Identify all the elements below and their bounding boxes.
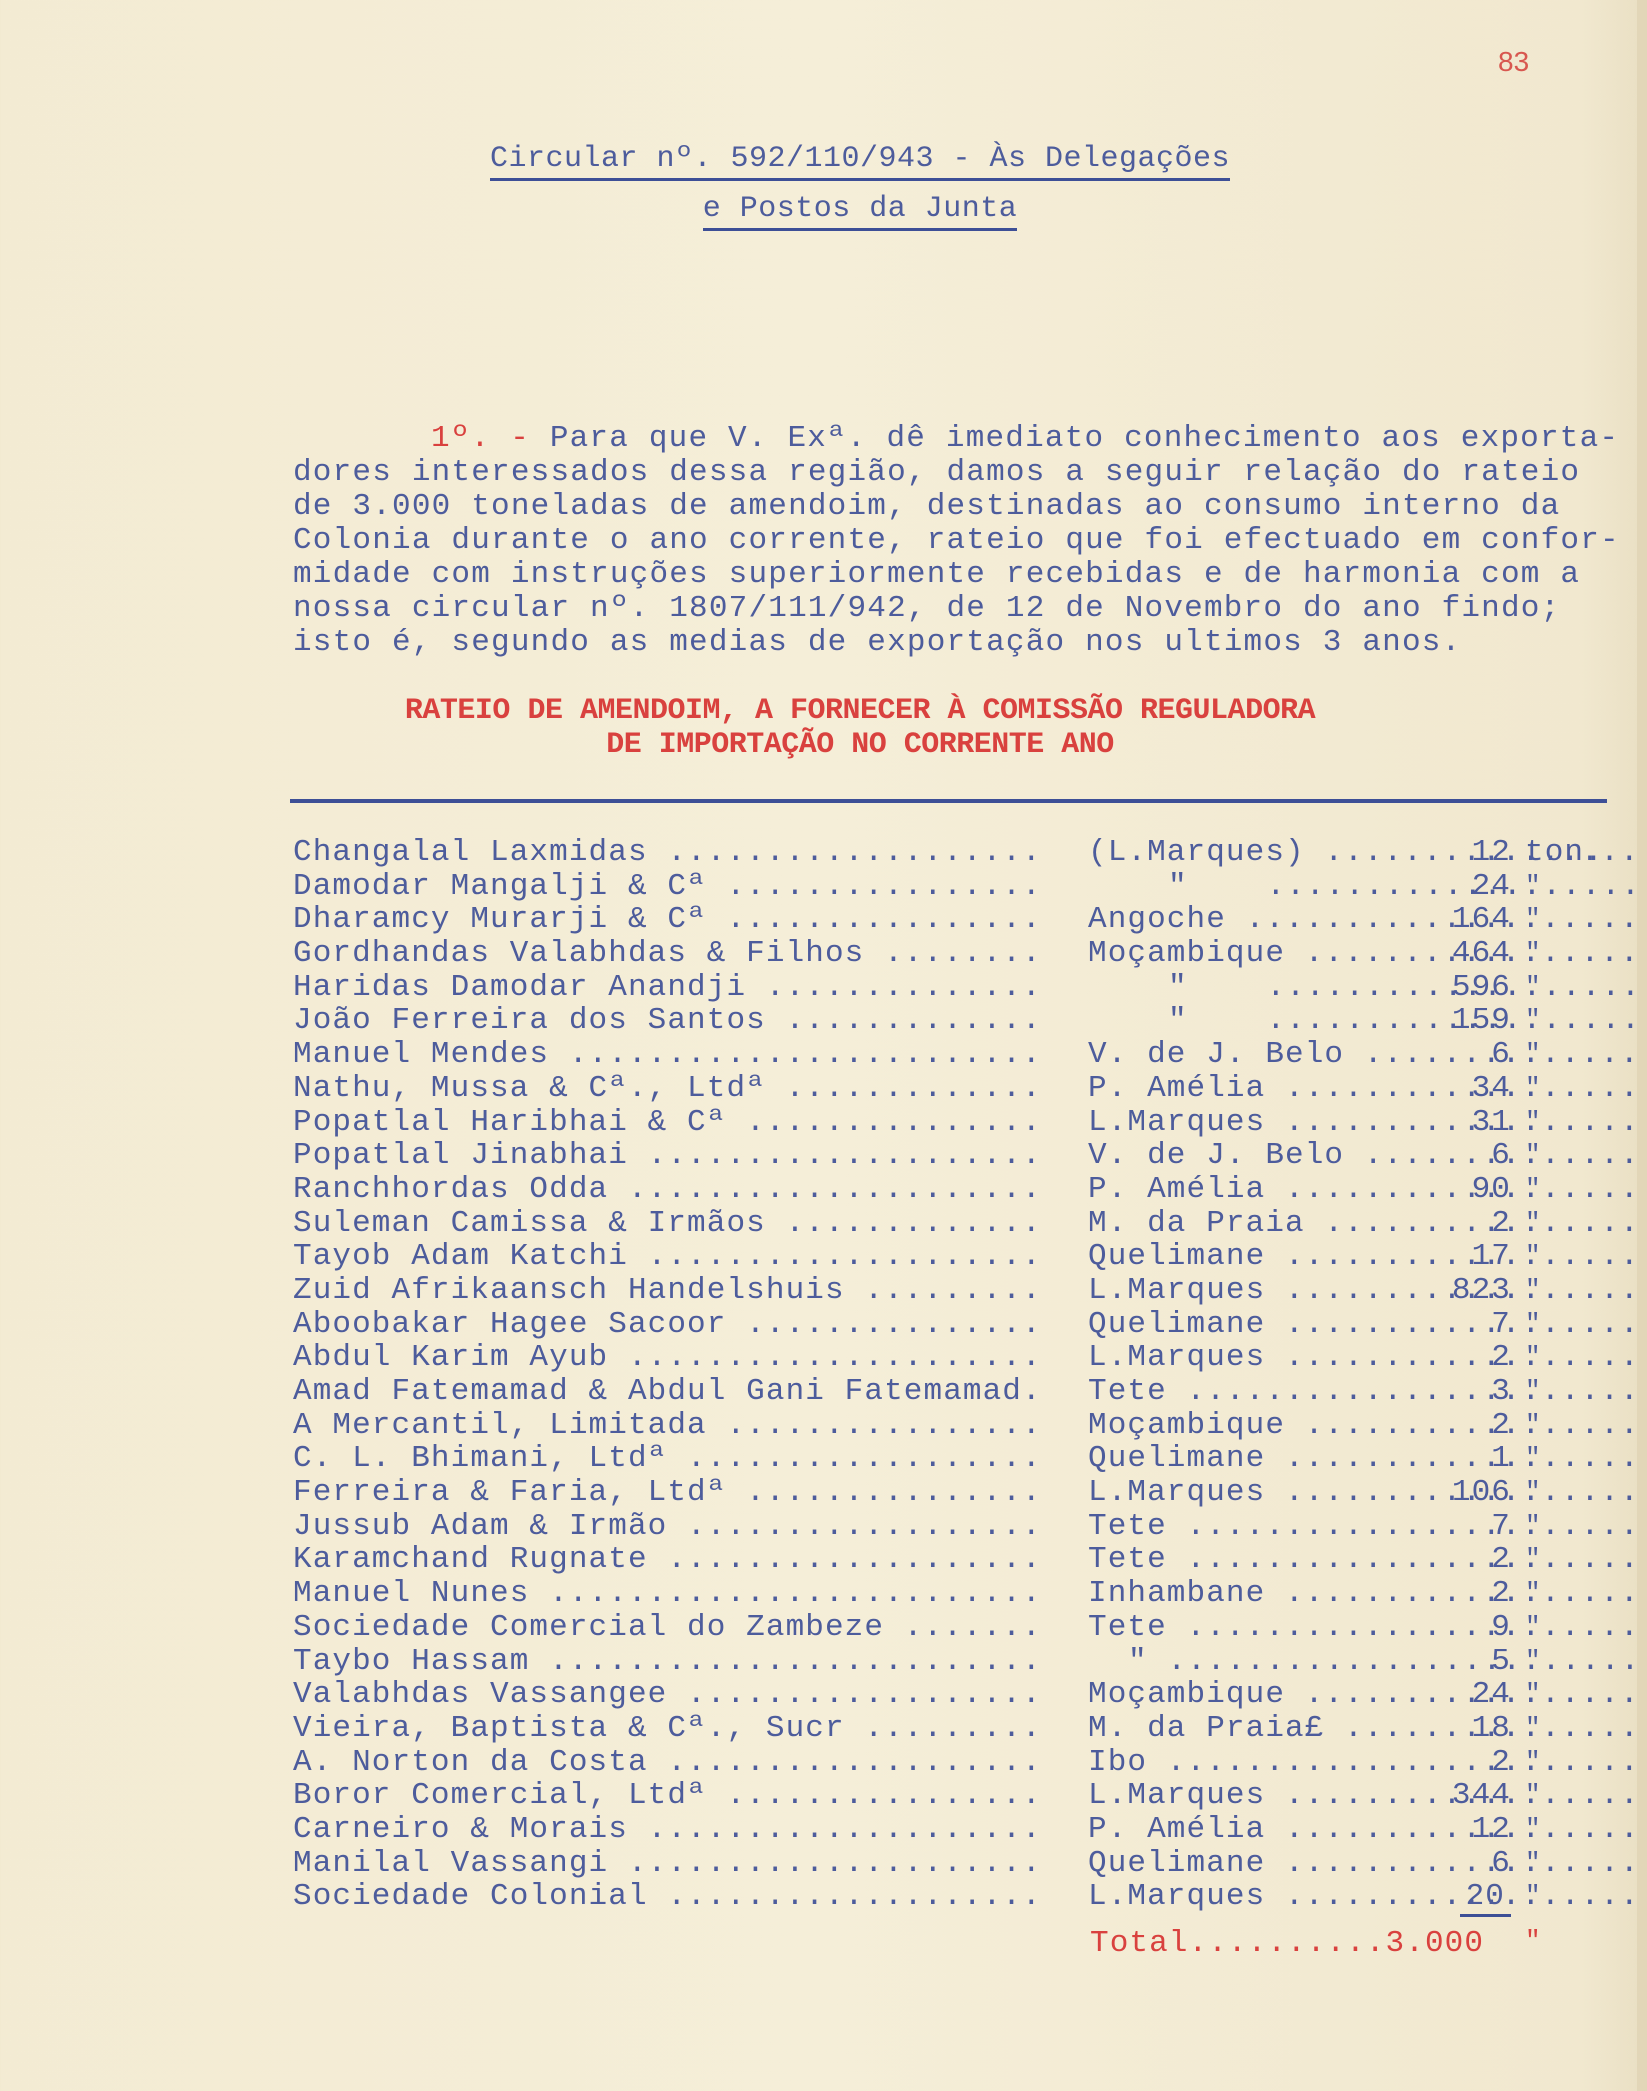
location: Quelimane ..... xyxy=(1088,1847,1647,1881)
table-row xyxy=(293,1274,1593,1308)
exporter-name: Valabhdas Vassangee ..... xyxy=(293,1678,1045,1712)
exporter-name: A. Norton da Costa ..... xyxy=(293,1746,1045,1780)
exporter-name: Nathu, Mussa & Cª., Ltdª ..... xyxy=(293,1072,1045,1106)
exporter-name: Manuel Nunes ..... xyxy=(293,1577,1045,1611)
total-value: 3.000 xyxy=(1385,1926,1485,1961)
table-row xyxy=(293,1746,1593,1780)
unit: " xyxy=(1525,1207,1542,1238)
table-row xyxy=(293,835,1604,870)
exporter-name: Sociedade Colonial ..... xyxy=(293,1880,1045,1914)
exporter-name: Abdul Karim Ayub ..... xyxy=(293,1341,1045,1375)
location: Ibo ..... xyxy=(1088,1746,1647,1780)
quantity: 2 xyxy=(1491,1340,1511,1376)
exporter-name: C. L. Bhimani, Ltdª ..... xyxy=(293,1442,1045,1476)
table-row xyxy=(293,1308,1593,1342)
quantity: 596 xyxy=(1451,969,1511,1005)
unit: " xyxy=(1525,1274,1542,1305)
unit: " xyxy=(1525,1342,1542,1373)
unit: " xyxy=(1525,1005,1542,1036)
exporter-name: Vieira, Baptista & Cª., Sucr ..... xyxy=(293,1712,1045,1746)
table-row xyxy=(293,870,1593,904)
table-row xyxy=(293,1645,1593,1679)
table-heading-line1: RATEIO DE AMENDOIM, A FORNECER À COMISSÃO REGULADORA xyxy=(404,694,1316,728)
quantity: 20 xyxy=(1393,1880,1511,1914)
table-row xyxy=(293,1678,1593,1712)
unit: " xyxy=(1525,1746,1542,1777)
quantity: 164 xyxy=(1451,902,1511,938)
exporter-name: Karamchand Rugnate ..... xyxy=(293,1543,1045,1577)
location: Tete ..... xyxy=(1088,1611,1647,1645)
exporter-name: Amad Fatemamad & Abdul Gani Fatemamad. ..... xyxy=(293,1375,1045,1409)
total-unit-ditto: " xyxy=(1525,1926,1541,1956)
unit: " xyxy=(1525,1881,1542,1912)
table-row xyxy=(293,1004,1593,1038)
unit: " xyxy=(1525,1072,1542,1103)
table-row xyxy=(293,1341,1593,1375)
table-row xyxy=(293,1543,1593,1577)
total-label: Total.......... xyxy=(1090,1926,1386,1961)
quantity: 106 xyxy=(1451,1475,1511,1511)
quantity: 6 xyxy=(1491,1845,1511,1881)
quantity: 2 xyxy=(1491,1542,1511,1578)
quantity: 9 xyxy=(1491,1609,1511,1645)
exporter-name: Dharamcy Murarji & Cª ..... xyxy=(293,903,1045,937)
quantity: 17 xyxy=(1471,1239,1511,1275)
table-row xyxy=(293,1813,1593,1847)
table-row xyxy=(293,1207,1593,1241)
exporter-name: Changalal Laxmidas ..... xyxy=(293,836,1045,870)
location: L.Marques ..... xyxy=(1088,1476,1647,1510)
unit: " xyxy=(1525,1477,1542,1508)
table-row xyxy=(293,1476,1593,1510)
unit: " xyxy=(1525,1140,1542,1171)
unit: " xyxy=(1525,904,1542,935)
exporter-name: Manilal Vassangi ..... xyxy=(293,1847,1045,1881)
unit: " xyxy=(1525,938,1542,969)
quantity: 5 xyxy=(1491,1643,1511,1679)
quantity: 12 xyxy=(1471,835,1511,870)
location: " ..... xyxy=(1088,1004,1647,1038)
exporter-name: Zuid Afrikaansch Handelshuis ..... xyxy=(293,1274,1045,1308)
exporter-name: Boror Comercial, Ltdª ..... xyxy=(293,1779,1045,1813)
location: Quelimane ..... xyxy=(1088,1308,1647,1342)
exporter-name: Gordhandas Valabhdas & Filhos ..... xyxy=(293,937,1045,971)
location: Quelimane ..... xyxy=(1088,1442,1647,1476)
table-row xyxy=(293,1779,1593,1813)
unit: " xyxy=(1525,1308,1542,1339)
location: M. da Praia£ ..... xyxy=(1088,1712,1647,1746)
exporter-name: Damodar Mangalji & Cª ..... xyxy=(293,870,1045,904)
divider-rule xyxy=(290,799,1607,803)
quantity: 7 xyxy=(1491,1306,1511,1342)
unit: " xyxy=(1525,1106,1542,1137)
location: Tete ..... xyxy=(1088,1510,1647,1544)
quantity: 823 xyxy=(1451,1272,1511,1308)
quantity: 3 xyxy=(1491,1374,1511,1409)
location: L.Marques ..... xyxy=(1088,1106,1647,1140)
exporter-name: A Mercantil, Limitada ..... xyxy=(293,1409,1045,1443)
quantity: 2 xyxy=(1491,1407,1511,1443)
quantity: 24 xyxy=(1471,1677,1511,1713)
unit: " xyxy=(1525,1578,1542,1609)
quantity: 31 xyxy=(1471,1104,1511,1140)
unit: " xyxy=(1525,1241,1542,1272)
quantity: 159 xyxy=(1451,1003,1511,1039)
quantity: 1 xyxy=(1491,1441,1511,1477)
table-row xyxy=(293,971,1593,1005)
location: V. de J. Belo ..... xyxy=(1088,1038,1647,1072)
allocation-table xyxy=(293,835,1604,1915)
unit: " xyxy=(1525,971,1542,1002)
table-row xyxy=(293,1510,1593,1544)
unit: " xyxy=(1525,1712,1542,1743)
table-row xyxy=(293,1173,1593,1207)
location: M. da Praia ..... xyxy=(1088,1207,1647,1241)
quantity: 24 xyxy=(1471,868,1511,904)
quantity: 7 xyxy=(1491,1508,1511,1544)
quantity: 2 xyxy=(1491,1205,1511,1241)
quantity: 464 xyxy=(1451,936,1511,972)
location: " ..... xyxy=(1088,971,1647,1005)
table-row xyxy=(293,1611,1593,1645)
table-row xyxy=(293,1072,1593,1106)
location: Quelimane ..... xyxy=(1088,1240,1647,1274)
unit: " xyxy=(1525,1510,1542,1541)
location: L.Marques ..... xyxy=(1088,1880,1647,1914)
unit: " xyxy=(1525,1039,1542,1070)
circular-title-line2: e Postos da Junta xyxy=(0,192,1647,226)
location: P. Amélia ..... xyxy=(1088,1072,1647,1106)
table-row xyxy=(293,1409,1593,1443)
quantity: 344 xyxy=(1451,1778,1511,1814)
quantity: 34 xyxy=(1471,1070,1511,1106)
table-row xyxy=(293,937,1593,971)
location: Moçambique ..... xyxy=(1088,937,1647,971)
location: P. Amélia ..... xyxy=(1088,1173,1647,1207)
table-row xyxy=(293,1577,1593,1611)
unit: " xyxy=(1525,870,1542,901)
unit: " xyxy=(1525,1813,1542,1844)
location: " ..... xyxy=(1088,1645,1647,1679)
unit: " xyxy=(1525,1847,1542,1878)
unit: " xyxy=(1525,1611,1542,1642)
table-row xyxy=(293,1712,1593,1746)
location: Moçambique ..... xyxy=(1088,1678,1647,1712)
location: L.Marques ..... xyxy=(1088,1779,1647,1813)
location: Tete ..... xyxy=(1088,1375,1647,1409)
exporter-name: Taybo Hassam ..... xyxy=(293,1645,1045,1679)
exporter-name: Haridas Damodar Anandji ..... xyxy=(293,971,1045,1005)
paragraph-number: 1º. - xyxy=(431,421,531,456)
table-row xyxy=(293,1139,1593,1173)
unit: " xyxy=(1525,1645,1542,1676)
intro-paragraph: 1º. - Para que V. Exª. dê imediato conhecimento aos exporta- dores interessados dessa região, damos a seguir relação do rateio de 3.000 toneladas de amendoim, destinadas ao consumo interno da Colonia durante o ano corrente, rateio que foi efectuado em confor- midade com instruções superiormente recebidas e de harmonia com a nossa circular nº. 1807/111/942, de 12 de Novembro do ano findo; isto é, segundo as medias de exportação nos ultimos 3 anos. xyxy=(293,421,1620,660)
exporter-name: Popatlal Jinabhai ..... xyxy=(293,1139,1045,1173)
exporter-name: Ferreira & Faria, Ltdª ..... xyxy=(293,1476,1045,1510)
table-row xyxy=(293,903,1593,937)
table-row xyxy=(293,1106,1593,1140)
quantity: 2 xyxy=(1491,1576,1511,1612)
exporter-name: Manuel Mendes ..... xyxy=(293,1038,1045,1072)
table-row xyxy=(293,1240,1593,1274)
table-row xyxy=(293,1847,1593,1881)
location: Tete ..... xyxy=(1088,1543,1647,1577)
location: Angoche ..... xyxy=(1088,903,1647,937)
quantity: 6 xyxy=(1491,1037,1511,1073)
unit: ton. xyxy=(1525,835,1604,870)
exporter-name: Ranchhordas Odda ..... xyxy=(293,1173,1045,1207)
unit: " xyxy=(1525,1679,1542,1710)
circular-title-line1: Circular nº. 592/110/943 - Às Delegações xyxy=(0,142,1647,176)
quantity: 2 xyxy=(1491,1744,1511,1780)
quantity: 90 xyxy=(1471,1171,1511,1207)
exporter-name: Jussub Adam & Irmão ..... xyxy=(293,1510,1045,1544)
location: " ..... xyxy=(1088,870,1647,904)
page-number: 83 xyxy=(1498,46,1530,77)
total-row xyxy=(1090,1926,1484,1961)
exporter-name: Suleman Camissa & Irmãos ..... xyxy=(293,1207,1045,1241)
unit: " xyxy=(1525,1780,1542,1811)
exporter-name: João Ferreira dos Santos ..... xyxy=(293,1004,1045,1038)
location: Moçambique ..... xyxy=(1088,1409,1647,1443)
exporter-name: Sociedade Comercial do Zambeze ..... xyxy=(293,1611,1045,1645)
quantity: 18 xyxy=(1471,1710,1511,1746)
location: (L.Marques) ..... xyxy=(1088,836,1647,870)
exporter-name: Carneiro & Morais ..... xyxy=(293,1813,1045,1847)
quantity: 6 xyxy=(1491,1138,1511,1174)
table-row xyxy=(293,1442,1593,1476)
exporter-name: Tayob Adam Katchi ..... xyxy=(293,1240,1045,1274)
quantity: 12 xyxy=(1471,1811,1511,1847)
unit: " xyxy=(1525,1173,1542,1204)
location: V. de J. Belo ..... xyxy=(1088,1139,1647,1173)
exporter-name: Popatlal Haribhai & Cª ..... xyxy=(293,1106,1045,1140)
unit: " xyxy=(1525,1376,1542,1406)
unit: " xyxy=(1525,1409,1542,1440)
table-heading-line2: DE IMPORTAÇÃO NO CORRENTE ANO xyxy=(606,728,1114,762)
location: Inhambane ..... xyxy=(1088,1577,1647,1611)
exporter-name: Aboobakar Hagee Sacoor ..... xyxy=(293,1308,1045,1342)
unit: " xyxy=(1525,1544,1542,1575)
location: L.Marques ..... xyxy=(1088,1341,1647,1375)
table-row xyxy=(293,1880,1593,1914)
unit: " xyxy=(1525,1443,1542,1474)
location: L.Marques ..... xyxy=(1088,1274,1647,1308)
table-row xyxy=(293,1038,1593,1072)
table-row xyxy=(293,1375,1593,1409)
location: P. Amélia ..... xyxy=(1088,1813,1647,1847)
